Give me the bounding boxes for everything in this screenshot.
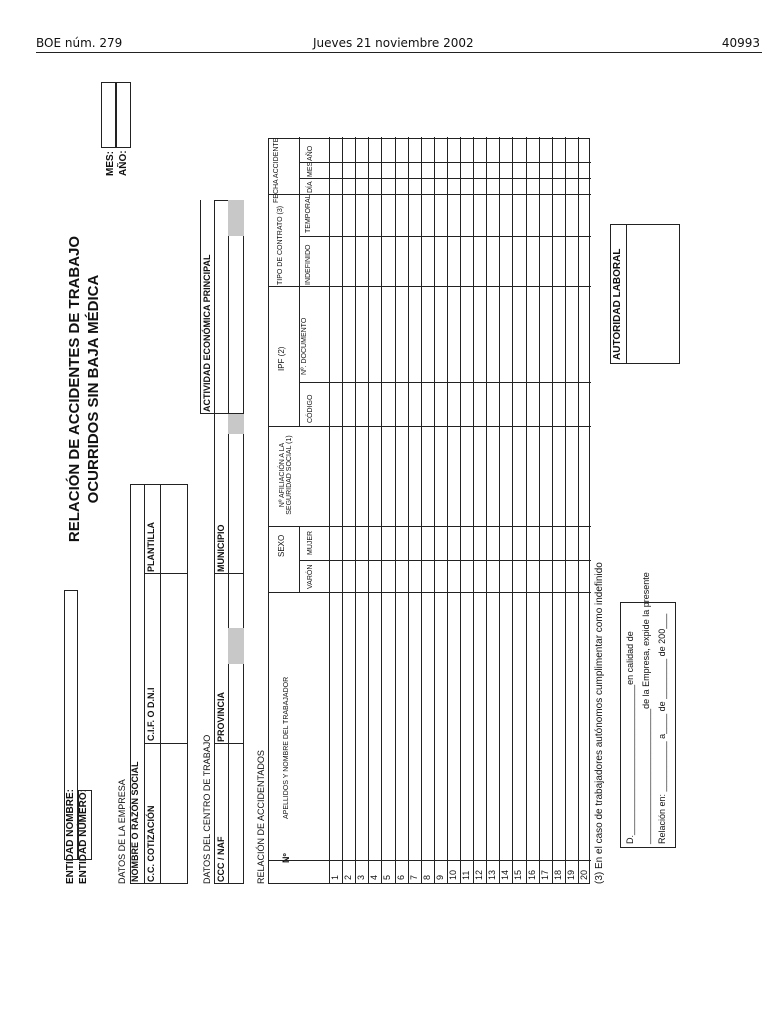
col-anio-label: AÑO (307, 145, 314, 161)
form-title-line2: OCURRIDOS SIN BAJA MÉDICA (85, 274, 102, 504)
table-row-number: 15 (513, 869, 524, 880)
signature-line2[interactable]: ___________________________de la Empresa, expide la presente (641, 572, 651, 844)
table-row-number: 4 (369, 874, 380, 880)
autoridad-divider (626, 224, 627, 364)
actividad-label: ACTIVIDAD ECONÓMICA PRINCIPAL (202, 254, 212, 412)
cif-label: C.I.F. O D.N.I (146, 687, 156, 741)
col-codigo-label: CÓDIGO (307, 394, 314, 423)
centro-shaded-cell-1 (228, 628, 244, 664)
table-row-number: 16 (526, 869, 537, 880)
table-col-line (269, 286, 591, 287)
table-row-number: 11 (461, 870, 471, 880)
table-header-line (329, 137, 330, 883)
col-sexo-label: SEXO (277, 534, 286, 557)
centro-divider (228, 200, 229, 884)
autoridad-laboral-label: AUTORIDAD LABORAL (612, 248, 623, 360)
centro-col-div-2 (214, 573, 244, 574)
table-row-line (355, 137, 356, 883)
col-mujer-label: MUJER (307, 530, 314, 555)
entidad-numero-field[interactable] (78, 790, 92, 860)
table-row-number: 17 (539, 869, 550, 880)
table-row-line (499, 137, 500, 883)
table-row-line (408, 137, 409, 883)
col-indefinido-label: INDEFINIDO (305, 244, 312, 285)
municipio-label: MUNICIPIO (216, 524, 226, 572)
form-title-line1: RELACIÓN DE ACCIDENTES DE TRABAJO (66, 235, 83, 543)
table-subheader-line (299, 137, 300, 195)
table-row-number: 9 (434, 874, 445, 880)
col-apellidos-label: APELLIDOS Y NOMBRE DEL TRABAJADOR (283, 676, 290, 819)
table-col-line (269, 194, 591, 195)
table-row-number: 5 (382, 874, 393, 880)
table-row-number: 20 (578, 869, 589, 880)
col-contrato-label: TIPO DE CONTRATO (3) (277, 205, 284, 285)
anio-field[interactable] (101, 82, 116, 148)
header-date: Jueves 21 noviembre 2002 (313, 36, 474, 50)
table-row-number: 18 (552, 869, 563, 880)
empresa-section-label: DATOS DE LA EMPRESA (117, 779, 127, 884)
footnote-contrato: (3) En el caso de trabajadores autónomos cumplimentar como indefinido (594, 562, 605, 884)
col-temporal-label: TEMPORAL (305, 194, 312, 233)
centro-section-label: DATOS DEL CENTRO DE TRABAJO (202, 734, 212, 884)
table-col-line (269, 860, 591, 861)
table-row-line (395, 137, 396, 883)
table-row-number: 19 (565, 869, 576, 880)
table-subheader-line (299, 527, 300, 593)
table-col-line (269, 426, 591, 427)
signature-line1[interactable]: D.______________________________en calidad de (625, 631, 635, 844)
col-ipf-label: IPF (2) (277, 346, 286, 371)
table-row-line (434, 137, 435, 883)
mes-field[interactable] (116, 82, 131, 148)
col-dia-label: DÍA (307, 181, 314, 193)
table-row-line (368, 137, 369, 883)
plantilla-label: PLANTILLA (146, 522, 156, 572)
centro-col-div-1 (214, 743, 244, 744)
mes-label: MES: (105, 151, 116, 176)
table-row-line (486, 137, 487, 883)
centro-shaded-cell-3 (228, 200, 244, 236)
entidad-nombre-field[interactable] (64, 590, 78, 860)
col-afiliacion-label: Nº AFILIACIÓN A LA SEGURIDAD SOCIAL (1) (279, 435, 293, 515)
table-row-line (447, 137, 448, 883)
empresa-col-div-2 (144, 573, 188, 574)
col-mes-label: MES (307, 161, 314, 177)
centro-shaded-cell-2 (228, 414, 244, 434)
table-subheader-line (299, 195, 300, 287)
provincia-label: PROVINCIA (216, 691, 226, 742)
empresa-divider (144, 484, 145, 884)
empresa-col-div-1 (144, 743, 188, 744)
entidad-numero-label: ENTIDAD NÚMERO: (78, 789, 89, 884)
table-row-number: 6 (395, 874, 406, 880)
signature-line3[interactable]: Relación en: __________ a____ de ________ de 200___ (657, 613, 667, 844)
table-row-number: 7 (408, 874, 419, 880)
ccc-naf-label: CCC / NAF (216, 836, 226, 882)
table-subheader-line (299, 287, 300, 427)
table-col-line (269, 526, 591, 527)
accidentados-table (268, 138, 590, 884)
table-row-line (565, 137, 566, 883)
table-row-line (381, 137, 382, 883)
table-row-number: 2 (343, 874, 354, 880)
table-row-line (460, 137, 461, 883)
header-publication: BOE núm. 279 (36, 36, 123, 50)
table-row-number: 12 (474, 869, 485, 880)
table-row-line (539, 137, 540, 883)
table-row-number: 3 (356, 874, 367, 880)
table-row-line (421, 137, 422, 883)
col-documento-label: Nº. DOCUMENTO (301, 317, 308, 375)
table-row-number: 14 (500, 869, 511, 880)
table-row-line (342, 137, 343, 883)
col-num-label: Nº (281, 853, 291, 863)
nombre-razon-label: NOMBRE O RAZÓN SOCIAL (130, 761, 140, 882)
table-row-line (526, 137, 527, 883)
table-row-number: 1 (330, 874, 340, 880)
table-row-line (512, 137, 513, 883)
table-row-line (578, 137, 579, 883)
entidad-nombre-label: ENTIDAD NOMBRE: (65, 789, 76, 884)
empresa-divider-2 (160, 484, 161, 884)
table-row-number: 8 (421, 874, 432, 880)
table-row-line (473, 137, 474, 883)
header-page-number: 40993 (721, 36, 760, 50)
cc-cotizacion-label: C.C. COTIZACIÓN (146, 805, 156, 882)
table-row-line (552, 137, 553, 883)
col-varon-label: VARÓN (307, 564, 314, 589)
actividad-top-line (200, 200, 201, 414)
table-row-number: 10 (447, 869, 458, 880)
anio-label: AÑO: (118, 150, 129, 176)
table-col-line (269, 592, 591, 593)
col-fecha-label: FECHA ACCIDENTE (273, 137, 280, 203)
table-row-number: 13 (487, 869, 498, 880)
accidentados-section-label: RELACIÓN DE ACCIDENTADOS (256, 750, 266, 884)
